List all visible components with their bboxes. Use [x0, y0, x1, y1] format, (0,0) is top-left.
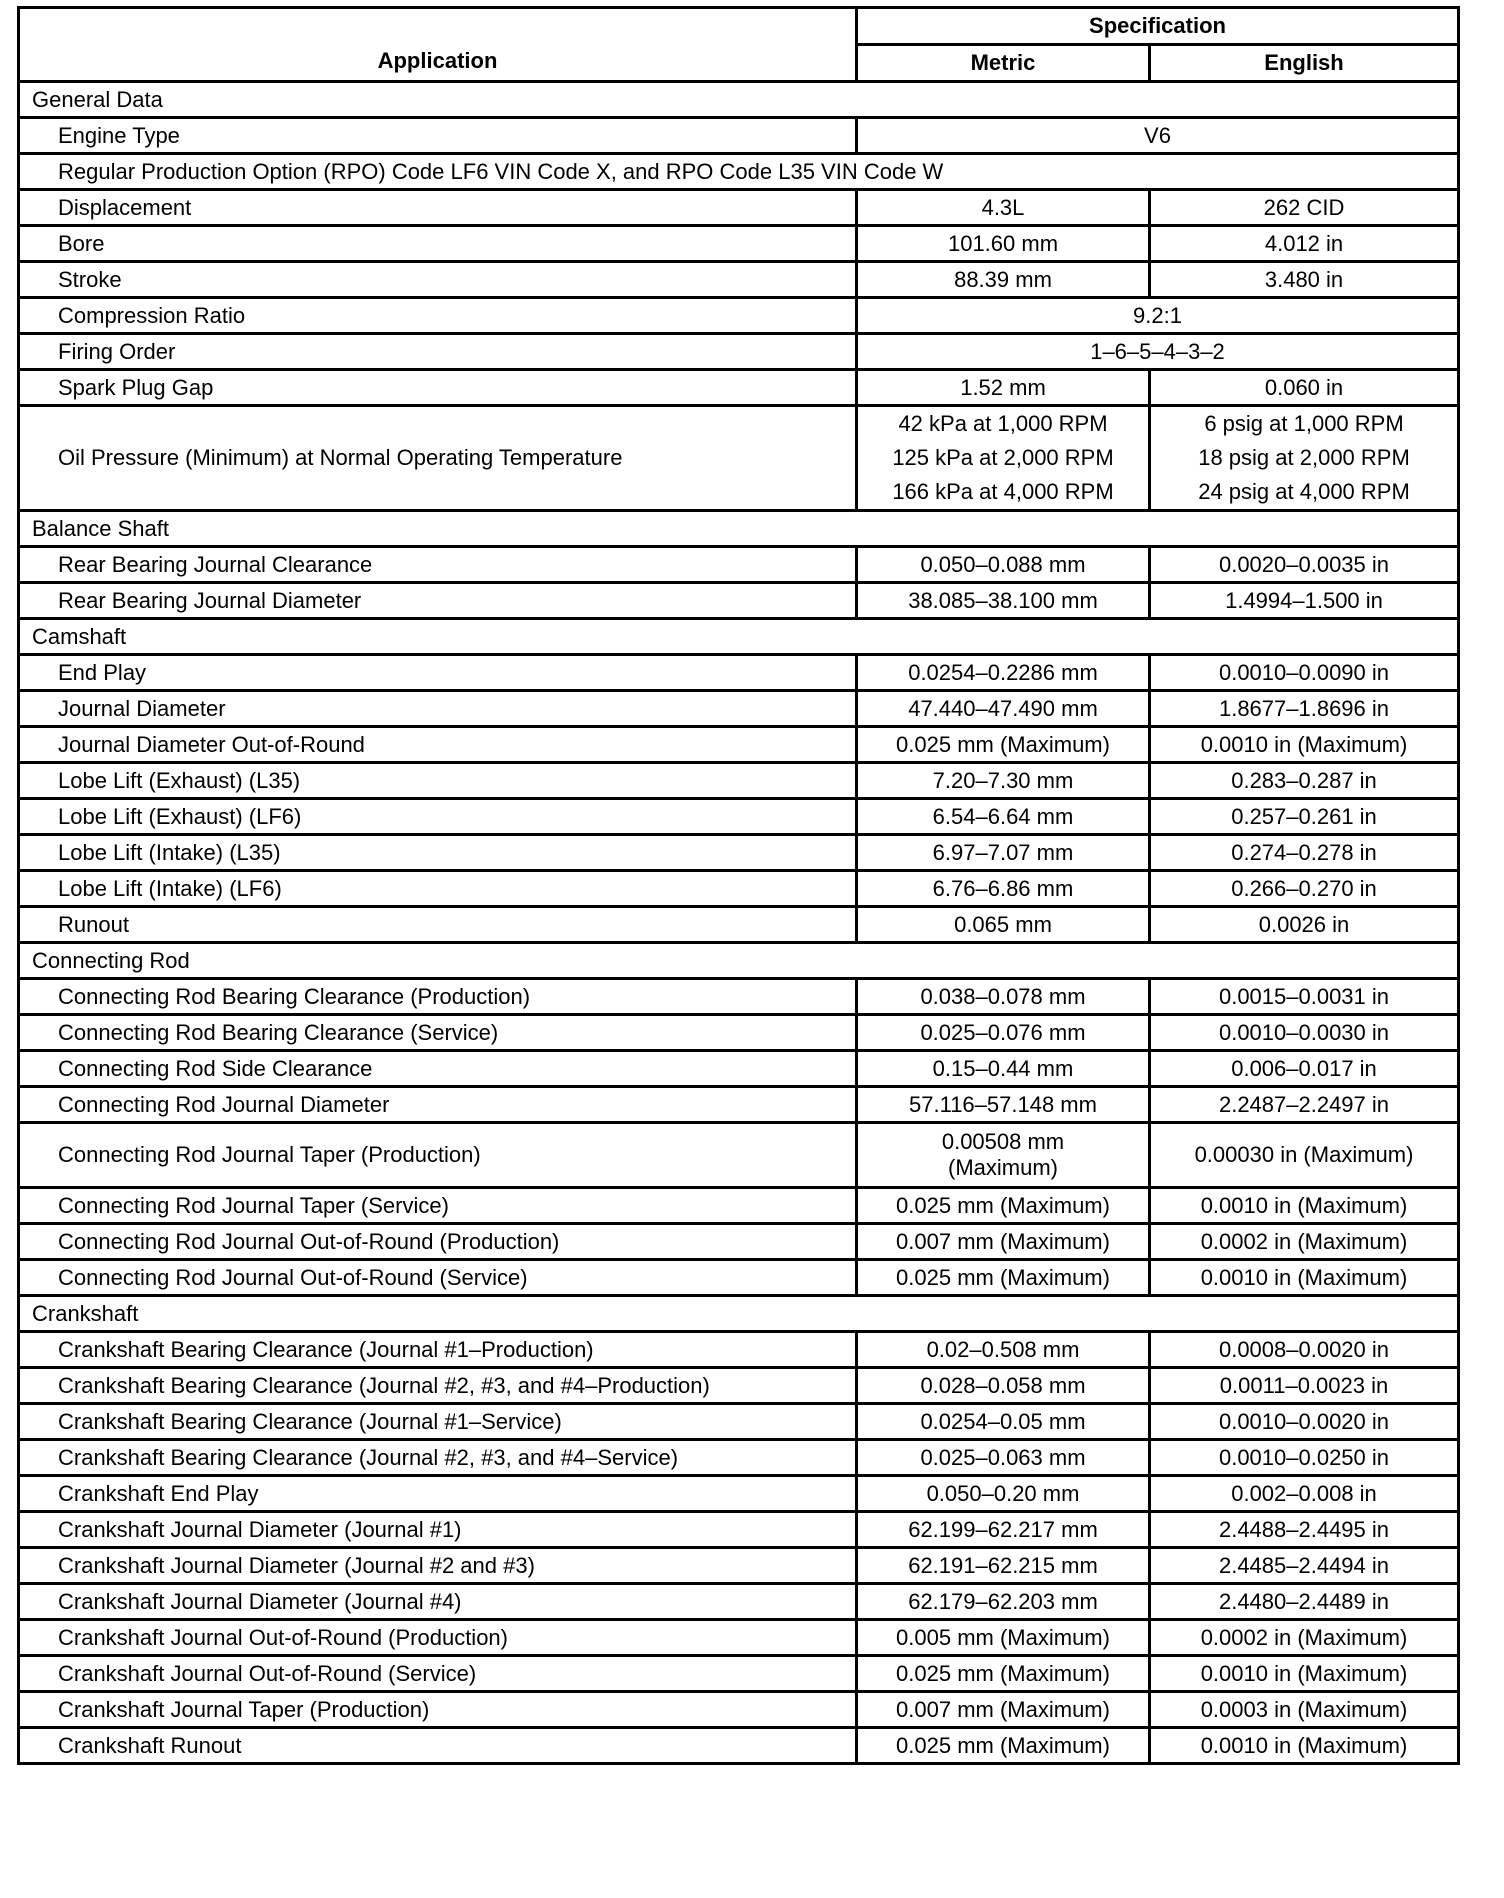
english-value — [1150, 406, 1459, 511]
metric-value: 0.15–0.44 mm — [857, 1051, 1150, 1087]
english-value: 0.0010 in (Maximum) — [1150, 1728, 1459, 1764]
english-value: 0.0010 in (Maximum) — [1150, 727, 1459, 763]
application-label: Crankshaft Bearing Clearance (Journal #1–Production) — [19, 1332, 857, 1368]
table-row — [19, 1260, 1459, 1296]
section-title: Balance Shaft — [19, 511, 1459, 547]
header-row — [19, 8, 1459, 45]
english-value: 0.0002 in (Maximum) — [1150, 1620, 1459, 1656]
application-label: Lobe Lift (Intake) (LF6) — [19, 871, 857, 907]
english-value: 0.0011–0.0023 in — [1150, 1368, 1459, 1404]
english-value: 0.274–0.278 in — [1150, 835, 1459, 871]
metric-header: Metric — [857, 45, 1150, 82]
table-row — [19, 1440, 1459, 1476]
section-header-row — [19, 511, 1459, 547]
spec-value: 9.2:1 — [857, 298, 1459, 334]
table-row — [19, 1188, 1459, 1224]
metric-value: 88.39 mm — [857, 262, 1150, 298]
english-value: 0.0003 in (Maximum) — [1150, 1692, 1459, 1728]
application-label: Crankshaft Journal Taper (Production) — [19, 1692, 857, 1728]
value-line: 24 psig at 4,000 RPM — [1198, 479, 1410, 504]
application-label: Crankshaft Journal Diameter (Journal #2 and #3) — [19, 1548, 857, 1584]
english-value: 0.0015–0.0031 in — [1150, 979, 1459, 1015]
application-label: Connecting Rod Journal Taper (Service) — [19, 1188, 857, 1224]
section-title: Camshaft — [19, 619, 1459, 655]
value-line: 0.00030 in (Maximum) — [1194, 1142, 1414, 1167]
metric-value: 0.02–0.508 mm — [857, 1332, 1150, 1368]
section-title: General Data — [19, 82, 1459, 118]
metric-value: 4.3L — [857, 190, 1150, 226]
english-value: 0.0010–0.0090 in — [1150, 655, 1459, 691]
application-label: Lobe Lift (Intake) (L35) — [19, 835, 857, 871]
english-value: 2.4485–2.4494 in — [1150, 1548, 1459, 1584]
table-row — [19, 1584, 1459, 1620]
english-value: 2.4488–2.4495 in — [1150, 1512, 1459, 1548]
metric-value: 101.60 mm — [857, 226, 1150, 262]
metric-value: 0.005 mm (Maximum) — [857, 1620, 1150, 1656]
table-row — [19, 763, 1459, 799]
application-label: Rear Bearing Journal Clearance — [19, 547, 857, 583]
metric-value: 0.025 mm (Maximum) — [857, 1656, 1150, 1692]
application-label: Runout — [19, 907, 857, 943]
metric-value: 7.20–7.30 mm — [857, 763, 1150, 799]
application-label: Regular Production Option (RPO) Code LF6 VIN Code X, and RPO Code L35 VIN Code W — [19, 154, 1459, 190]
application-label: Stroke — [19, 262, 857, 298]
table-row — [19, 406, 1459, 511]
metric-value: 62.191–62.215 mm — [857, 1548, 1150, 1584]
metric-value: 0.028–0.058 mm — [857, 1368, 1150, 1404]
value-line: 42 kPa at 1,000 RPM — [898, 411, 1108, 436]
metric-value: 38.085–38.100 mm — [857, 583, 1150, 619]
english-value — [1150, 1123, 1459, 1188]
table-row — [19, 1015, 1459, 1051]
metric-value: 6.97–7.07 mm — [857, 835, 1150, 871]
table-row — [19, 727, 1459, 763]
application-label: Compression Ratio — [19, 298, 857, 334]
application-label: Lobe Lift (Exhaust) (L35) — [19, 763, 857, 799]
english-value: 0.0010–0.0250 in — [1150, 1440, 1459, 1476]
metric-value: 0.050–0.088 mm — [857, 547, 1150, 583]
table-row — [19, 190, 1459, 226]
section-header-row — [19, 943, 1459, 979]
application-label: Bore — [19, 226, 857, 262]
table-row — [19, 1404, 1459, 1440]
metric-value: 1.52 mm — [857, 370, 1150, 406]
value-line: 6 psig at 1,000 RPM — [1204, 411, 1404, 436]
table-row — [19, 583, 1459, 619]
spec-value: V6 — [857, 118, 1459, 154]
metric-value — [857, 406, 1150, 511]
table-row — [19, 907, 1459, 943]
table-row — [19, 691, 1459, 727]
table-row — [19, 1728, 1459, 1764]
application-label: Connecting Rod Journal Taper (Production) — [19, 1123, 857, 1188]
table-row — [19, 262, 1459, 298]
english-value: 0.0020–0.0035 in — [1150, 547, 1459, 583]
section-header-row — [19, 619, 1459, 655]
metric-value: 57.116–57.148 mm — [857, 1087, 1150, 1123]
table-row — [19, 1332, 1459, 1368]
table-row — [19, 1087, 1459, 1123]
english-value: 0.0010 in (Maximum) — [1150, 1656, 1459, 1692]
metric-value: 6.54–6.64 mm — [857, 799, 1150, 835]
application-label: Crankshaft End Play — [19, 1476, 857, 1512]
metric-value: 0.025 mm (Maximum) — [857, 1188, 1150, 1224]
english-value: 2.4480–2.4489 in — [1150, 1584, 1459, 1620]
table-row — [19, 334, 1459, 370]
application-label: Crankshaft Journal Out-of-Round (Production) — [19, 1620, 857, 1656]
table-row — [19, 1224, 1459, 1260]
english-value: 1.4994–1.500 in — [1150, 583, 1459, 619]
application-label: Crankshaft Runout — [19, 1728, 857, 1764]
english-value: 0.0010–0.0020 in — [1150, 1404, 1459, 1440]
table-row — [19, 835, 1459, 871]
english-value: 0.257–0.261 in — [1150, 799, 1459, 835]
english-value: 0.266–0.270 in — [1150, 871, 1459, 907]
section-title: Connecting Rod — [19, 943, 1459, 979]
metric-value: 47.440–47.490 mm — [857, 691, 1150, 727]
application-label: Connecting Rod Bearing Clearance (Production) — [19, 979, 857, 1015]
english-value: 1.8677–1.8696 in — [1150, 691, 1459, 727]
application-label: Lobe Lift (Exhaust) (LF6) — [19, 799, 857, 835]
metric-value: 0.0254–0.2286 mm — [857, 655, 1150, 691]
application-label: Connecting Rod Journal Out-of-Round (Service) — [19, 1260, 857, 1296]
section-header-row — [19, 1296, 1459, 1332]
english-value: 262 CID — [1150, 190, 1459, 226]
application-label: Crankshaft Bearing Clearance (Journal #2, #3, and #4–Production) — [19, 1368, 857, 1404]
table-row — [19, 1512, 1459, 1548]
application-label: Connecting Rod Journal Out-of-Round (Production) — [19, 1224, 857, 1260]
english-value: 0.002–0.008 in — [1150, 1476, 1459, 1512]
application-label: Crankshaft Bearing Clearance (Journal #2, #3, and #4–Service) — [19, 1440, 857, 1476]
table-row — [19, 1476, 1459, 1512]
table-row — [19, 1620, 1459, 1656]
metric-value: 0.0254–0.05 mm — [857, 1404, 1150, 1440]
table-row — [19, 979, 1459, 1015]
table-row — [19, 1692, 1459, 1728]
table-row — [19, 1051, 1459, 1087]
english-value: 2.2487–2.2497 in — [1150, 1087, 1459, 1123]
table-row — [19, 226, 1459, 262]
table-row — [19, 1548, 1459, 1584]
metric-value — [857, 1123, 1150, 1188]
engine-specifications-table — [17, 6, 1460, 1765]
section-header-row — [19, 82, 1459, 118]
application-label: Rear Bearing Journal Diameter — [19, 583, 857, 619]
metric-value: 62.199–62.217 mm — [857, 1512, 1150, 1548]
metric-value: 0.007 mm (Maximum) — [857, 1692, 1150, 1728]
english-value: 0.0002 in (Maximum) — [1150, 1224, 1459, 1260]
application-label: Journal Diameter — [19, 691, 857, 727]
metric-value: 0.065 mm — [857, 907, 1150, 943]
value-line: 166 kPa at 4,000 RPM — [892, 479, 1114, 504]
english-value: 0.0010 in (Maximum) — [1150, 1260, 1459, 1296]
english-value: 0.0010–0.0030 in — [1150, 1015, 1459, 1051]
english-value: 3.480 in — [1150, 262, 1459, 298]
english-value: 0.0008–0.0020 in — [1150, 1332, 1459, 1368]
table-row — [19, 1368, 1459, 1404]
metric-value: 0.025–0.076 mm — [857, 1015, 1150, 1051]
application-label: Crankshaft Journal Out-of-Round (Service) — [19, 1656, 857, 1692]
table-row — [19, 871, 1459, 907]
value-line: (Maximum) — [948, 1155, 1058, 1180]
application-label: End Play — [19, 655, 857, 691]
spec-body — [19, 82, 1459, 1764]
table-row — [19, 1656, 1459, 1692]
value-line: 125 kPa at 2,000 RPM — [892, 445, 1114, 470]
metric-value: 0.007 mm (Maximum) — [857, 1224, 1150, 1260]
table-row — [19, 547, 1459, 583]
english-value: 0.0010 in (Maximum) — [1150, 1188, 1459, 1224]
english-value: 0.0026 in — [1150, 907, 1459, 943]
table-row — [19, 1123, 1459, 1188]
application-label: Displacement — [19, 190, 857, 226]
application-label: Spark Plug Gap — [19, 370, 857, 406]
application-header: Application — [19, 8, 857, 82]
application-label: Connecting Rod Bearing Clearance (Service) — [19, 1015, 857, 1051]
value-line: 18 psig at 2,000 RPM — [1198, 445, 1410, 470]
table-row — [19, 799, 1459, 835]
application-label: Crankshaft Journal Diameter (Journal #1) — [19, 1512, 857, 1548]
metric-value: 0.038–0.078 mm — [857, 979, 1150, 1015]
application-label: Crankshaft Bearing Clearance (Journal #1–Service) — [19, 1404, 857, 1440]
english-value: 0.283–0.287 in — [1150, 763, 1459, 799]
application-label: Firing Order — [19, 334, 857, 370]
table-row — [19, 298, 1459, 334]
metric-value: 0.025 mm (Maximum) — [857, 1728, 1150, 1764]
value-line: 0.00508 mm — [941, 1129, 1065, 1154]
table-row — [19, 655, 1459, 691]
metric-value: 0.025 mm (Maximum) — [857, 727, 1150, 763]
table-row — [19, 370, 1459, 406]
metric-value: 0.050–0.20 mm — [857, 1476, 1150, 1512]
application-label: Engine Type — [19, 118, 857, 154]
english-value: 0.060 in — [1150, 370, 1459, 406]
table-row — [19, 118, 1459, 154]
english-header: English — [1150, 45, 1459, 82]
application-label: Oil Pressure (Minimum) at Normal Operating Temperature — [19, 406, 857, 511]
application-label: Crankshaft Journal Diameter (Journal #4) — [19, 1584, 857, 1620]
metric-value: 6.76–6.86 mm — [857, 871, 1150, 907]
metric-value: 0.025–0.063 mm — [857, 1440, 1150, 1476]
application-label: Journal Diameter Out-of-Round — [19, 727, 857, 763]
english-value: 0.006–0.017 in — [1150, 1051, 1459, 1087]
metric-value: 62.179–62.203 mm — [857, 1584, 1150, 1620]
metric-value: 0.025 mm (Maximum) — [857, 1260, 1150, 1296]
application-label: Connecting Rod Journal Diameter — [19, 1087, 857, 1123]
specification-header: Specification — [857, 8, 1459, 45]
section-title: Crankshaft — [19, 1296, 1459, 1332]
table-row — [19, 154, 1459, 190]
english-value: 4.012 in — [1150, 226, 1459, 262]
application-label: Connecting Rod Side Clearance — [19, 1051, 857, 1087]
spec-value: 1–6–5–4–3–2 — [857, 334, 1459, 370]
